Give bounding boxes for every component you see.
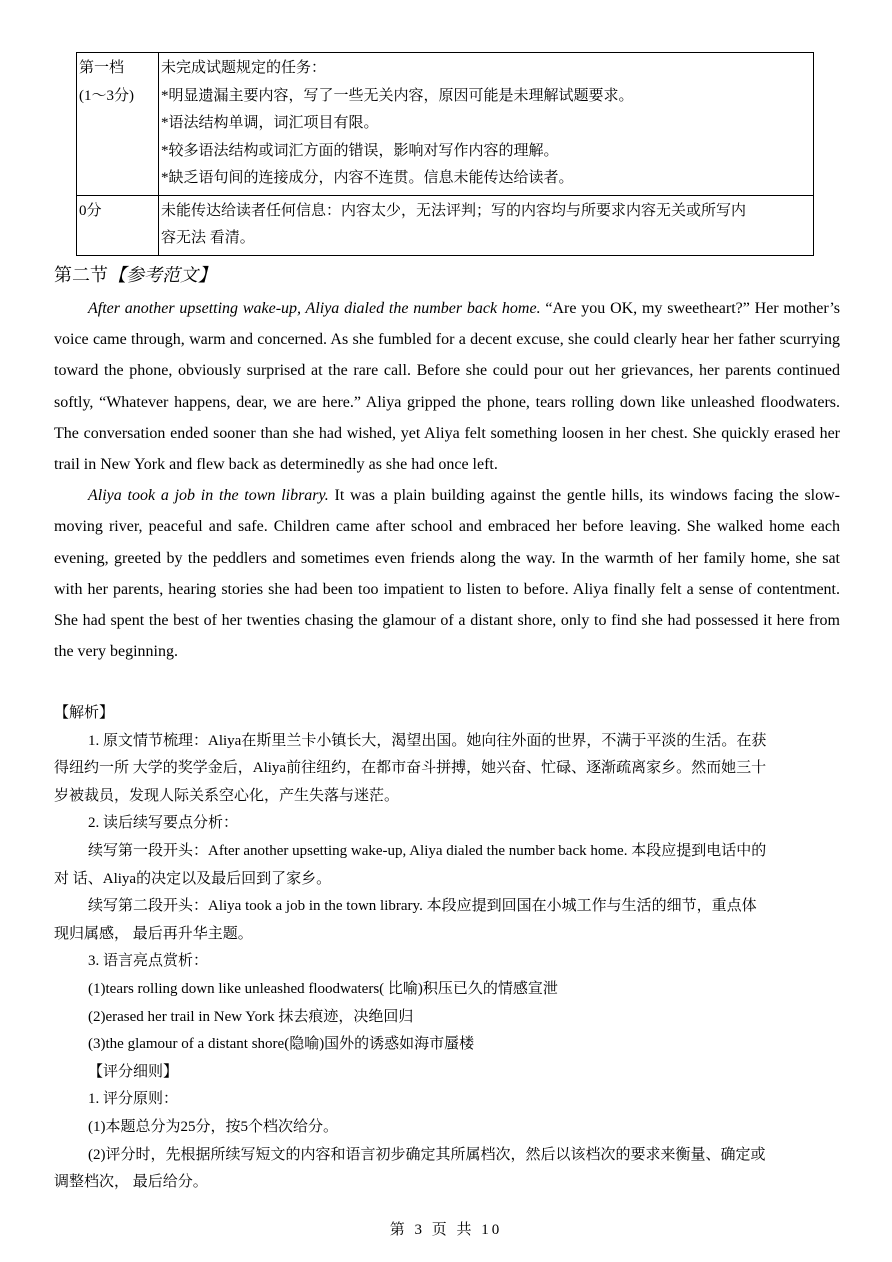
paragraph-body: “Are you OK, my sweetheart?” Her mother’s voice came through, warm and concerned. As she fumbled for a decent excuse, she could clearly hear her father scurrying toward the phone, obviously surprised at the rare call. Before she could pour out her grievances, her parents continued softly, “Whatever happens, dear, we are here.” Aliya gripped the phone, tears rolling down like unleashed floodwaters. The conversation ended sooner than she had wished, yet Aliya felt something loosen in her chest. She quickly erased her trail in New York and flew back as determinedly as she had once left.: [54, 300, 841, 474]
level-label: 0分: [79, 202, 102, 219]
table-row: [77, 195, 814, 255]
analysis-line: 1. 原文情节梳理：Aliya在斯里兰卡小镇长大，渴望出国。她向往外面的世界，不满于平淡的生活。在获: [88, 732, 767, 749]
analysis-line: 续写第一段开头：After another upsetting wake-up, Aliya dialed the number back home. 本段应提到电话中的: [88, 842, 767, 859]
analysis-line: 现归属感， 最后再升华主题。: [54, 925, 253, 942]
analysis-line: 得纽约一所 大学的奖学金后，Aliya前往纽约，在都市奋斗拼搏，她兴奋、忙碌、逐渐疏离家乡。然而她三十: [54, 760, 767, 777]
analysis-heading: 【解析】: [54, 705, 115, 721]
paragraph-lead: Aliya took a job in the town library.: [88, 487, 329, 505]
rules-line: 1. 评分原则：: [88, 1091, 179, 1108]
section-title-italic: 【参考范文】: [108, 265, 216, 285]
description-line: *明显遗漏主要内容，写了一些无关内容，原因可能是未理解试题要求。: [161, 87, 634, 104]
analysis-line: 2. 读后续写要点分析：: [88, 815, 239, 832]
level-range: (1～3分): [79, 87, 134, 104]
description-line: 容无法 看清。: [161, 230, 255, 246]
paragraph-lead: After another upsetting wake-up, Aliya dialed the number back home.: [88, 300, 541, 317]
rules-line: 调整档次， 最后给分。: [54, 1174, 208, 1191]
section-title: [54, 261, 216, 287]
essay-paragraph: [54, 480, 840, 667]
essay-paragraph: [54, 293, 840, 480]
level-cell: [77, 195, 159, 255]
description-line: *缺乏语句间的连接成分，内容不连贯。信息未能传达给读者。: [161, 170, 574, 186]
analysis-line: (1)tears rolling down like unleashed floodwaters( 比喻)积压已久的情感宣泄: [88, 980, 558, 997]
analysis-line: (3)the glamour of a distant shore(隐喻)国外的诱惑如海市蜃楼: [88, 1036, 475, 1053]
level-label: 第一档: [79, 60, 125, 76]
model-essay: [54, 293, 840, 667]
rules-line: (1)本题总分为25分，按5个档次给分。: [88, 1118, 338, 1135]
analysis-line: 续写第二段开头：Aliya took a job in the town library. 本段应提到回国在小城工作与生活的细节，重点体: [88, 898, 757, 915]
grading-table: [76, 52, 814, 256]
rules-heading: 【评分细则】: [88, 1063, 179, 1080]
analysis-line: (2)erased her trail in New York 抹去痕迹，决绝回归: [88, 1008, 414, 1025]
analysis-section: [54, 700, 840, 1197]
description-line: *较多语法结构或词汇方面的错误，影响对写作内容的理解。: [161, 142, 559, 159]
description-cell: [159, 53, 814, 196]
description-line: 未完成试题规定的任务：: [161, 60, 327, 76]
paragraph-body: It was a plain building against the gentle hills, its windows facing the slow-moving river, peaceful and safe. Children came after school and embraced her before leaving. She walked home each evening, greeted by the peddlers and sometimes even friends along the way. In the warmth of her family home, she sat with her parents, hearing stories she had been too impatient to listen to before. Aliya finally felt a sense of contentment. She had spent the best of her twenties chasing the glamour of a distant shore, only to find she had possessed it here from the very beginning.: [54, 487, 840, 661]
description-line: *语法结构单调，词汇项目有限。: [161, 115, 379, 131]
section-title-plain: 第二节: [54, 265, 108, 285]
analysis-line: 岁被裁员，发现人际关系空心化，产生失落与迷茫。: [54, 787, 400, 804]
table-row: [77, 53, 814, 196]
level-cell: [77, 53, 159, 196]
analysis-line: 对 话、Aliya的决定以及最后回到了家乡。: [54, 870, 332, 887]
page-number: 第 3 页 共 10: [389, 1222, 503, 1238]
description-cell: [159, 195, 814, 255]
analysis-line: 3. 语言亮点赏析：: [88, 953, 209, 970]
rules-line: (2)评分时，先根据所续写短文的内容和语言初步确定其所属档次，然后以该档次的要求来衡量、确定或: [88, 1146, 766, 1163]
description-line: 未能传达给读者任何信息：内容太少，无法评判；写的内容均与所要求内容无关或所写内: [161, 202, 747, 219]
